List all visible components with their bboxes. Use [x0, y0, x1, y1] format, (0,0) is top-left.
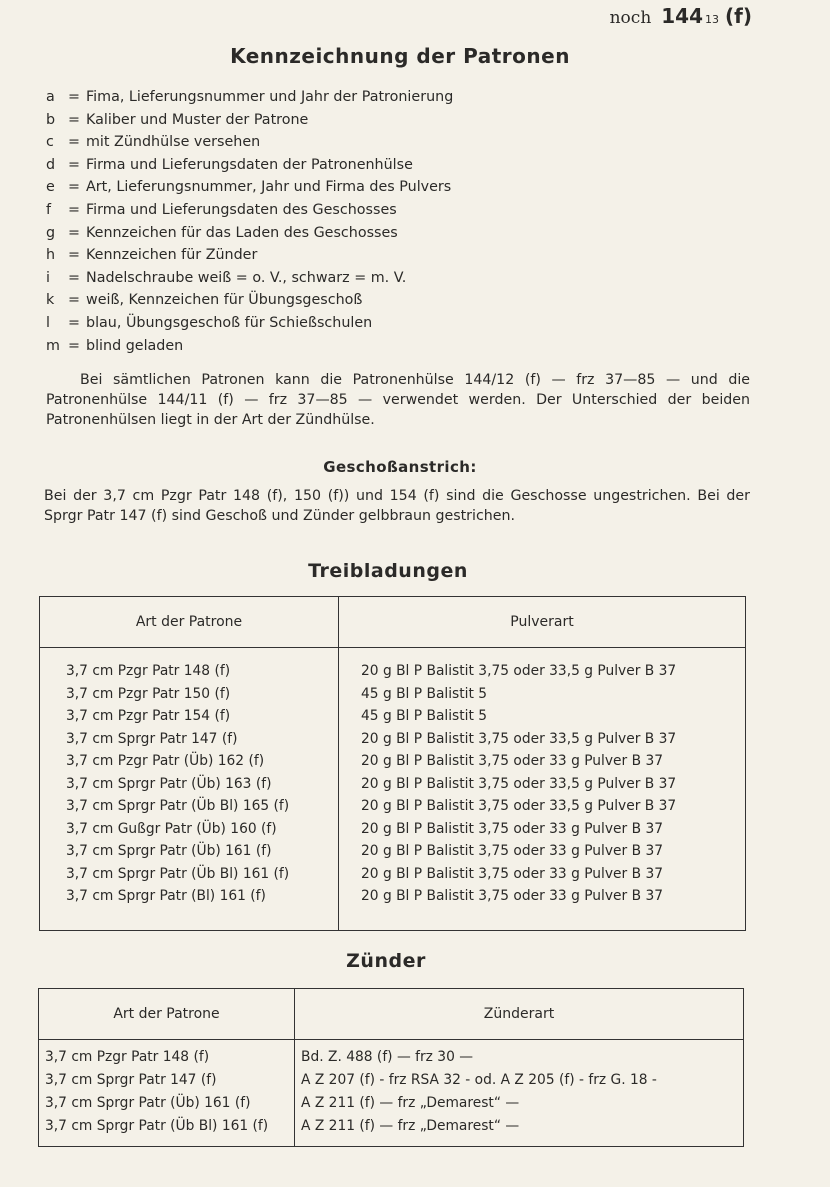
- legend-text: Nadelschraube weiß = o. V., schwarz = m. V.: [86, 269, 407, 286]
- column-header-pulverart: Pulverart: [339, 597, 746, 648]
- table-cell: 20 g Bl P Balistit 3,75 oder 33,5 g Pulver B 37: [361, 798, 677, 814]
- art-column-cell: [39, 1040, 295, 1147]
- table-cell: 20 g Bl P Balistit 3,75 oder 33 g Pulver B 37: [361, 753, 663, 769]
- legend-key: e: [46, 179, 55, 196]
- legend-text: blind geladen: [86, 337, 184, 354]
- geschoss-heading: Geschoßanstrich:: [323, 458, 477, 476]
- zuender-table: [38, 988, 744, 1147]
- legend-row: g = Kennzeichen für das Laden des Geschosses: [46, 222, 746, 245]
- column-header-zuenderart: Zünderart: [295, 989, 744, 1040]
- legend-row: b = Kaliber und Muster der Patrone: [46, 109, 746, 132]
- zuenderart-column-cell: [295, 1040, 744, 1147]
- legend-text: Firma und Lieferungsdaten der Patronenhülse: [86, 156, 413, 173]
- legend-key: d: [46, 156, 56, 173]
- legend-row: f = Firma und Lieferungsdaten des Geschosses: [46, 199, 746, 222]
- pulverart-column-cell: [339, 648, 746, 931]
- legend-row: l = blau, Übungsgeschoß für Schießschulen: [46, 312, 746, 335]
- table-header-row: [39, 989, 744, 1040]
- legend-row: c = mit Zündhülse versehen: [46, 131, 746, 154]
- legend-row: k = weiß, Kennzeichen für Übungsgeschoß: [46, 289, 746, 312]
- table-cell: A Z 211 (f) — frz „Demarest“ —: [301, 1095, 520, 1111]
- legend-key: h: [46, 247, 56, 264]
- legend-text: Kaliber und Muster der Patrone: [86, 111, 309, 128]
- table-cell: 3,7 cm Sprgr Patr 147 (f): [45, 1072, 217, 1088]
- legend-text: blau, Übungsgeschoß für Schießschulen: [86, 314, 373, 331]
- legend-text: Kennzeichen für Zünder: [86, 247, 258, 264]
- zuender-title: Zünder: [346, 950, 426, 972]
- legend-row: d = Firma und Lieferungsdaten der Patronenhülse: [46, 154, 746, 177]
- table-cell: 3,7 cm Sprgr Patr (Üb Bl) 161 (f): [45, 1118, 269, 1134]
- legend-key: l: [46, 314, 50, 331]
- legend-key: b: [46, 111, 56, 128]
- treibladungen-title: Treibladungen: [308, 560, 468, 582]
- treibladungen-table: [39, 596, 746, 931]
- legend-text: Kennzeichen für das Laden des Geschosses: [86, 224, 398, 241]
- table-cell: 3,7 cm Pzgr Patr 148 (f): [45, 1049, 210, 1065]
- legend-text: Firma und Lieferungsdaten des Geschosses: [86, 201, 397, 218]
- table-cell: 20 g Bl P Balistit 3,75 oder 33,5 g Pulver B 37: [361, 730, 677, 747]
- legend-row: m = blind geladen: [46, 335, 746, 358]
- page-title: Kennzeichnung der Patronen: [230, 44, 570, 68]
- legend-key: i: [46, 269, 50, 286]
- table-cell: 45 g Bl P Balistit 5: [361, 685, 488, 702]
- table-cell: 3,7 cm Sprgr Patr (Üb) 163 (f): [66, 775, 272, 792]
- legend-key: g: [46, 224, 56, 241]
- legend-key: c: [46, 134, 54, 151]
- page-number: 144: [661, 4, 704, 28]
- table-cell: 45 g Bl P Balistit 5: [361, 708, 488, 724]
- legend-row: i = Nadelschraube weiß = o. V., schwarz = m. V.: [46, 267, 746, 290]
- page-suffix: (f): [725, 4, 752, 28]
- table-cell: 3,7 cm Sprgr Patr (Bl) 161 (f): [66, 888, 266, 904]
- page-sub-number: 13: [705, 13, 720, 26]
- huelse-paragraph: Bei sämtlichen Patronen kann die Patronenhülse 144/12 (f) — frz 37—85 — und die Patronenhülse 144/11 (f) — frz 37—85 — verwendet werden. Der Unterschied der beiden Patronenhülsen liegt in der Art der Zündhülse.: [46, 372, 750, 428]
- table-cell: 3,7 cm Pzgr Patr (Üb) 162 (f): [66, 753, 265, 769]
- table-cell: 20 g Bl P Balistit 3,75 oder 33 g Pulver B 37: [361, 820, 663, 837]
- legend-key: f: [46, 201, 52, 218]
- legend-row: h = Kennzeichen für Zünder: [46, 244, 746, 267]
- table-cell: 3,7 cm Sprgr Patr (Üb Bl) 165 (f): [66, 798, 290, 814]
- marking-legend: [46, 86, 746, 357]
- table-cell: A Z 211 (f) — frz „Demarest“ —: [301, 1118, 520, 1134]
- header-noch: noch: [609, 8, 652, 28]
- legend-key: a: [46, 89, 55, 105]
- table-cell: 3,7 cm Sprgr Patr (Üb Bl) 161 (f): [66, 865, 290, 882]
- legend-key: k: [46, 292, 55, 309]
- table-cell: 20 g Bl P Balistit 3,75 oder 33,5 g Pulver B 37: [361, 775, 677, 792]
- table-cell: 20 g Bl P Balistit 3,75 oder 33 g Pulver B 37: [361, 843, 663, 859]
- legend-row: a = Fima, Lieferungsnummer und Jahr der Patronierung: [46, 86, 746, 109]
- table-cell: 3,7 cm Pzgr Patr 148 (f): [66, 663, 231, 679]
- table-cell: 3,7 cm Sprgr Patr (Üb) 161 (f): [66, 843, 272, 859]
- column-header-art: Art der Patrone: [40, 597, 339, 648]
- legend-row: e = Art, Lieferungsnummer, Jahr und Firma des Pulvers: [46, 176, 746, 199]
- table-cell: Bd. Z. 488 (f) — frz 30 —: [301, 1049, 474, 1065]
- table-cell: 20 g Bl P Balistit 3,75 oder 33 g Pulver B 37: [361, 888, 663, 904]
- column-header-art: Art der Patrone: [39, 989, 295, 1040]
- legend-text: Fima, Lieferungsnummer und Jahr der Patronierung: [86, 89, 454, 105]
- legend-key: m: [46, 337, 60, 354]
- table-cell: 3,7 cm Pzgr Patr 154 (f): [66, 708, 231, 724]
- table-cell: 3,7 cm Sprgr Patr (Üb) 161 (f): [45, 1095, 251, 1111]
- table-cell: 3,7 cm Sprgr Patr 147 (f): [66, 730, 238, 747]
- table-cell: 3,7 cm Gußgr Patr (Üb) 160 (f): [66, 820, 277, 837]
- table-cell: 3,7 cm Pzgr Patr 150 (f): [66, 685, 231, 702]
- geschoss-paragraph: Bei der 3,7 cm Pzgr Patr 148 (f), 150 (f)) und 154 (f) sind die Geschosse ungestrichen. Bei der Sprgr Patr 147 (f) sind Geschoß und Zünder gelbbraun gestrichen.: [44, 488, 750, 524]
- legend-text: weiß, Kennzeichen für Übungsgeschoß: [86, 292, 363, 309]
- table-cell: A Z 207 (f) - frz RSA 32 - od. A Z 205 (f) - frz G. 18 -: [301, 1072, 657, 1088]
- legend-text: Art, Lieferungsnummer, Jahr und Firma des Pulvers: [86, 179, 452, 196]
- table-cell: 20 g Bl P Balistit 3,75 oder 33,5 g Pulver B 37: [361, 663, 677, 679]
- page-header: [610, 4, 752, 28]
- table-body-row: [39, 1040, 744, 1147]
- legend-text: mit Zündhülse versehen: [86, 134, 261, 151]
- table-body-row: [40, 648, 746, 931]
- table-cell: 20 g Bl P Balistit 3,75 oder 33 g Pulver B 37: [361, 865, 663, 882]
- table-header-row: [40, 597, 746, 648]
- art-column-cell: [40, 648, 339, 931]
